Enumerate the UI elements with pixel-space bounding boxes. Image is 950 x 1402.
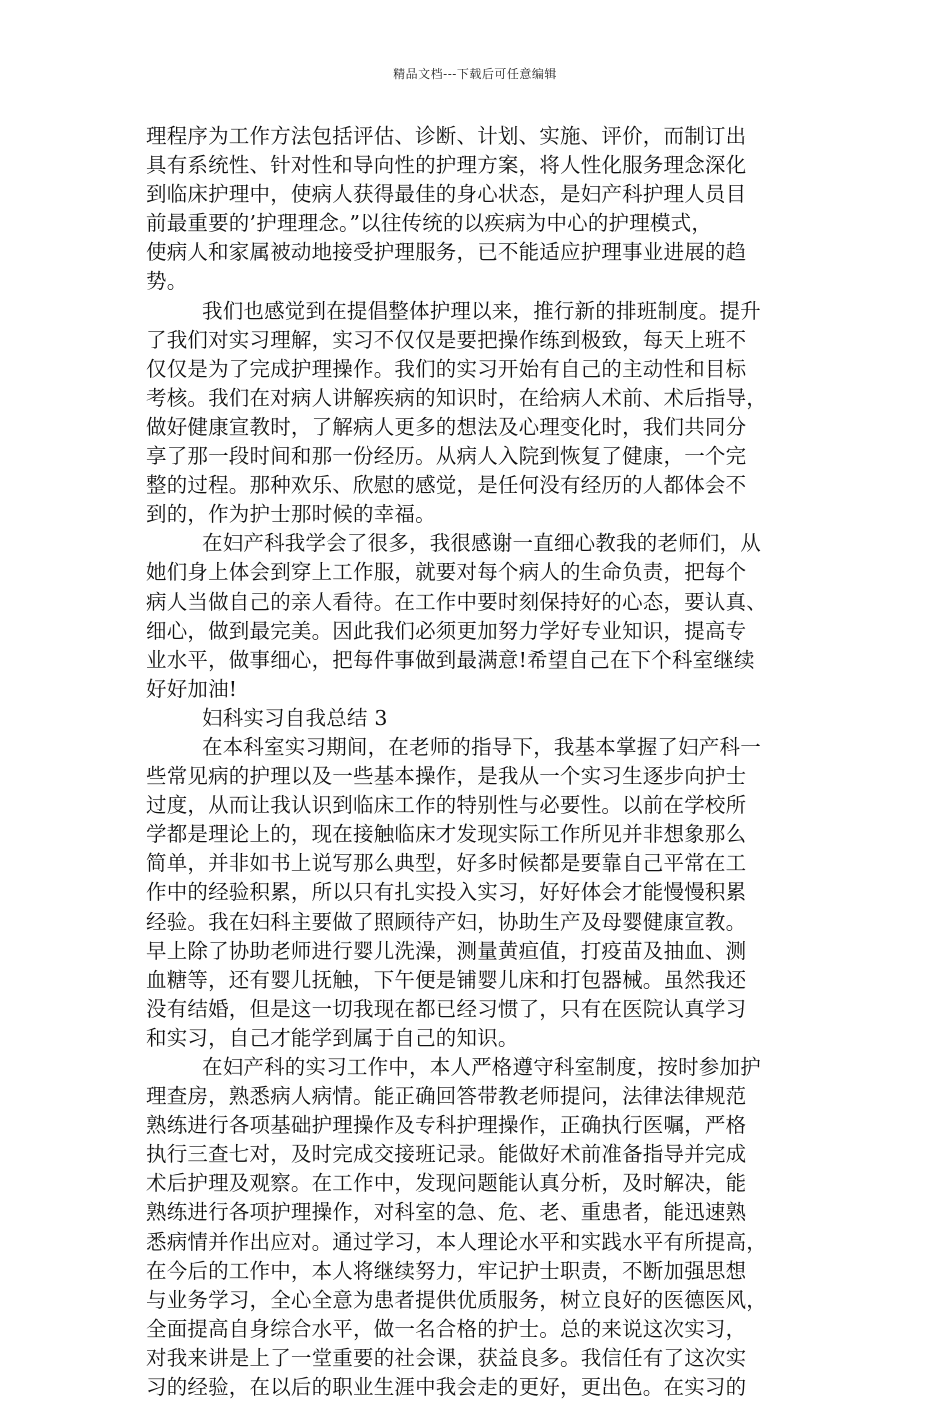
- text-line: 全面提高自身综合水平，做一名合格的护士。总的来说这次实习，: [146, 1316, 747, 1341]
- text-line: 执行三查七对，及时完成交接班记录。能做好术前准备指导并完成: [146, 1142, 747, 1167]
- text-line: 在今后的工作中，本人将继续努力，牢记护士职责，不断加强思想: [146, 1258, 747, 1283]
- text-line: 对我来讲是上了一堂重要的社会课，获益良多。我信任有了这次实: [146, 1345, 747, 1370]
- text-line: 细心，做到最完美。因此我们必须更加努力学好专业知识，提高专: [146, 618, 747, 643]
- text-line: 习的经验，在以后的职业生涯中我会走的更好，更出色。在实习的: [146, 1375, 747, 1400]
- text-line: 熟练进行各项护理操作，对科室的急、危、老、重患者，能迅速熟: [146, 1200, 747, 1225]
- text-line: 简单，并非如书上说写那么典型，好多时候都是要靠自己平常在工: [146, 851, 747, 876]
- document-body: [146, 122, 808, 1402]
- text-line: 过度，从而让我认识到临床工作的特别性与必要性。以前在学校所: [146, 793, 747, 818]
- text-line: 理程序为工作方法包括评估、诊断、计划、实施、评价，而制订出: [146, 124, 747, 148]
- text-line: 我们也感觉到在提倡整体护理以来，推行新的排班制度。提升: [202, 298, 761, 323]
- text-line: 没有结婚，但是这一切我现在都已经习惯了，只有在医院认真学习: [146, 996, 747, 1021]
- text-line: 早上除了协助老师进行婴儿洗澡，测量黄疸值，打疫苗及抽血、测: [146, 938, 747, 963]
- text-line: 在妇产科的实习工作中，本人严格遵守科室制度，按时参加护: [202, 1055, 761, 1079]
- text-line: 享了那一段时间和那一份经历。从病人入院到恢复了健康，一个完: [146, 444, 747, 469]
- text-line: 业水平，做事细心，把每件事做到最满意!希望自己在下个科室继续: [146, 647, 755, 672]
- text-line: 血糖等，还有婴儿抚触，下午便是铺婴儿床和打包器械。虽然我还: [146, 967, 747, 992]
- text-line: 使病人和家属被动地接受护理服务，已不能适应护理事业进展的趋: [146, 240, 747, 265]
- text-line: 前最重要的’护理理念。”以往传统的以疾病为中心的护理模式，: [146, 211, 713, 236]
- text-line: 考核。我们在对病人讲解疾病的知识时，在给病人术前、术后指导，: [146, 385, 767, 410]
- text-line: 了我们对实习理解，实习不仅仅是要把操作练到极致，每天上班不: [146, 327, 747, 352]
- text-line: 作中的经验积累，所以只有扎实投入实习，好好体会才能慢慢积累: [146, 880, 747, 905]
- text-line: 到临床护理中，使病人获得最佳的身心状态，是妇产科护理人员目: [146, 182, 747, 207]
- text-line: 势。: [146, 269, 188, 294]
- text-line: 理查房，熟悉病人病情。能正确回答带教老师提问，法律法律规范: [146, 1084, 747, 1109]
- page-header: 精品文档---下载后可任意编辑: [393, 67, 557, 81]
- text-line: 在本科室实习期间，在老师的指导下，我基本掌握了妇产科一: [202, 734, 761, 759]
- text-line: 和实习，自己才能学到属于自己的知识。: [146, 1025, 519, 1050]
- text-line: 她们身上体会到穿上工作服，就要对每个病人的生命负责，把每个: [146, 560, 747, 585]
- text-line: 与业务学习，全心全意为患者提供优质服务，树立良好的医德医风，: [146, 1287, 767, 1312]
- text-line: 些常见病的护理以及一些基本操作，是我从一个实习生逐步向护士: [146, 764, 747, 789]
- text-line: 到的，作为护士那时候的幸福。: [146, 502, 436, 527]
- text-line: 做好健康宣教时，了解病人更多的想法及心理变化时，我们共同分: [146, 414, 747, 439]
- text-line: 学都是理论上的，现在接触临床才发现实际工作所见并非想象那么: [146, 822, 747, 847]
- text-line: 在妇产科我学会了很多，我很感谢一直细心教我的老师们，从: [202, 531, 761, 556]
- text-line: 术后护理及观察。在工作中，发现问题能认真分析，及时解决，能: [146, 1171, 747, 1196]
- text-line: 经验。我在妇科主要做了照顾待产妇，协助生产及母婴健康宣教。: [146, 909, 747, 934]
- text-line: 整的过程。那种欢乐、欣慰的感觉，是任何没有经历的人都体会不: [146, 473, 747, 498]
- text-line: 好好加油!: [146, 676, 238, 701]
- text-line: 悉病情并作出应对。通过学习，本人理论水平和实践水平有所提高，: [146, 1229, 767, 1254]
- text-line: 熟练进行各项基础护理操作及专科护理操作，正确执行医嘱，严格: [146, 1113, 747, 1138]
- text-line: 具有系统性、针对性和导向性的护理方案，将人性化服务理念深化: [146, 153, 747, 178]
- text-line: 病人当做自己的亲人看待。在工作中要时刻保持好的心态，要认真、: [146, 589, 767, 614]
- text-line: 仅仅是为了完成护理操作。我们的实习开始有自己的主动性和目标: [146, 356, 747, 381]
- text-line: 妇科实习自我总结 3: [202, 705, 388, 730]
